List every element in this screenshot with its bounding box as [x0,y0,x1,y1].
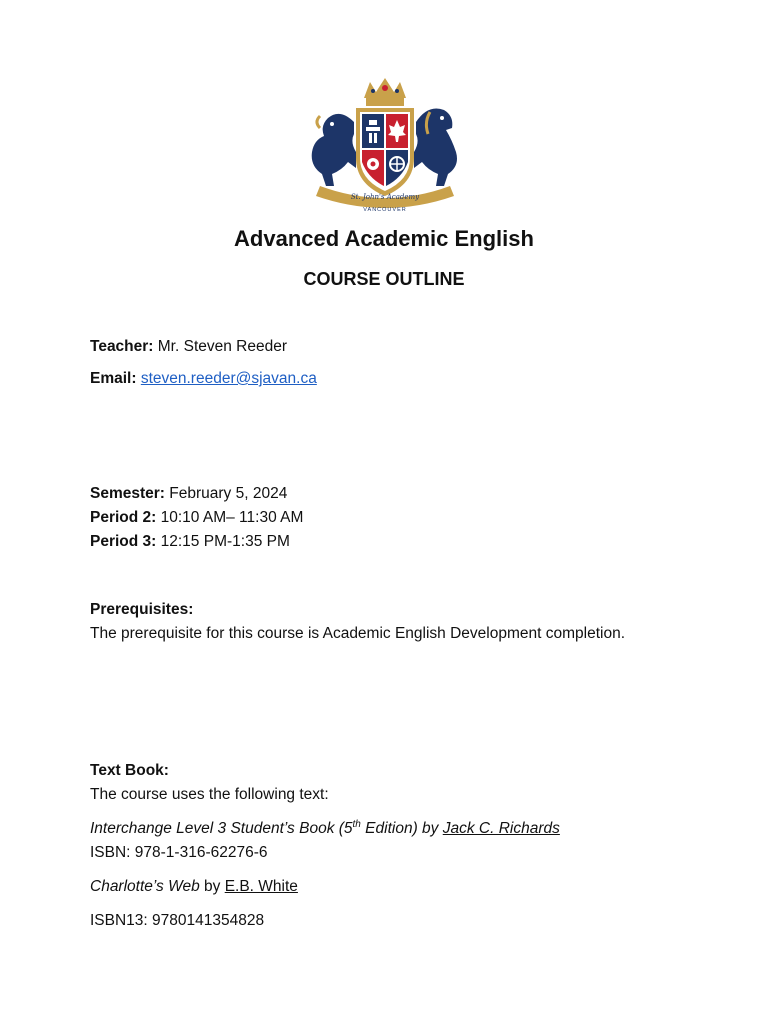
teacher-line [90,337,287,357]
email-link[interactable]: steven.reeder@sjavan.ca [140,370,317,387]
book-1-line [90,819,560,839]
prerequisites-text: The prerequisite for this course is Academic English Development completion. [90,625,626,642]
semester-label: Semester: [90,485,165,502]
email-line [90,369,317,389]
svg-text:VANCOUVER: VANCOUVER [363,207,407,213]
horse-icon [414,109,457,187]
period-3-line [90,532,290,552]
book-1-title: Interchange Level 3 Student’s Book (5th Edition) by [90,818,443,837]
crown-icon [364,78,406,106]
book-1-author: Jack C. Richards [442,820,560,837]
book-2-author: E.B. White [224,878,298,895]
book-2-title: Charlotte’s Web [90,878,200,895]
book-1-isbn: ISBN: 978-1-316-62276-6 [90,844,268,861]
semester-line [90,484,287,504]
email-label: Email: [90,370,137,387]
textbook-intro: The course uses the following text: [90,786,329,803]
teacher-label: Teacher: [90,338,154,355]
course-outline-heading: COURSE OUTLINE [303,269,465,289]
period-2-value: 10:10 AM– 11:30 AM [156,509,304,526]
school-crest-logo [306,78,464,214]
lion-icon [312,114,356,186]
teacher-value: Mr. Steven Reeder [153,338,288,355]
period-3-label: Period 3: [90,533,157,550]
period-3-value: 12:15 PM-1:35 PM [156,533,290,550]
book-2-isbn: ISBN13: 9780141354828 [90,912,265,929]
semester-value: February 5, 2024 [164,485,288,502]
textbook-heading: Text Book: [90,762,169,779]
period-2-line [90,508,303,528]
svg-text:St. John's Academy: St. John's Academy [350,193,420,201]
shield-icon [356,108,414,196]
course-title: Advanced Academic English [234,226,534,251]
book-2-line: Charlotte’s Web by E.B. White [90,878,298,895]
prerequisites-heading: Prerequisites: [90,601,194,618]
period-2-label: Period 2: [90,509,157,526]
